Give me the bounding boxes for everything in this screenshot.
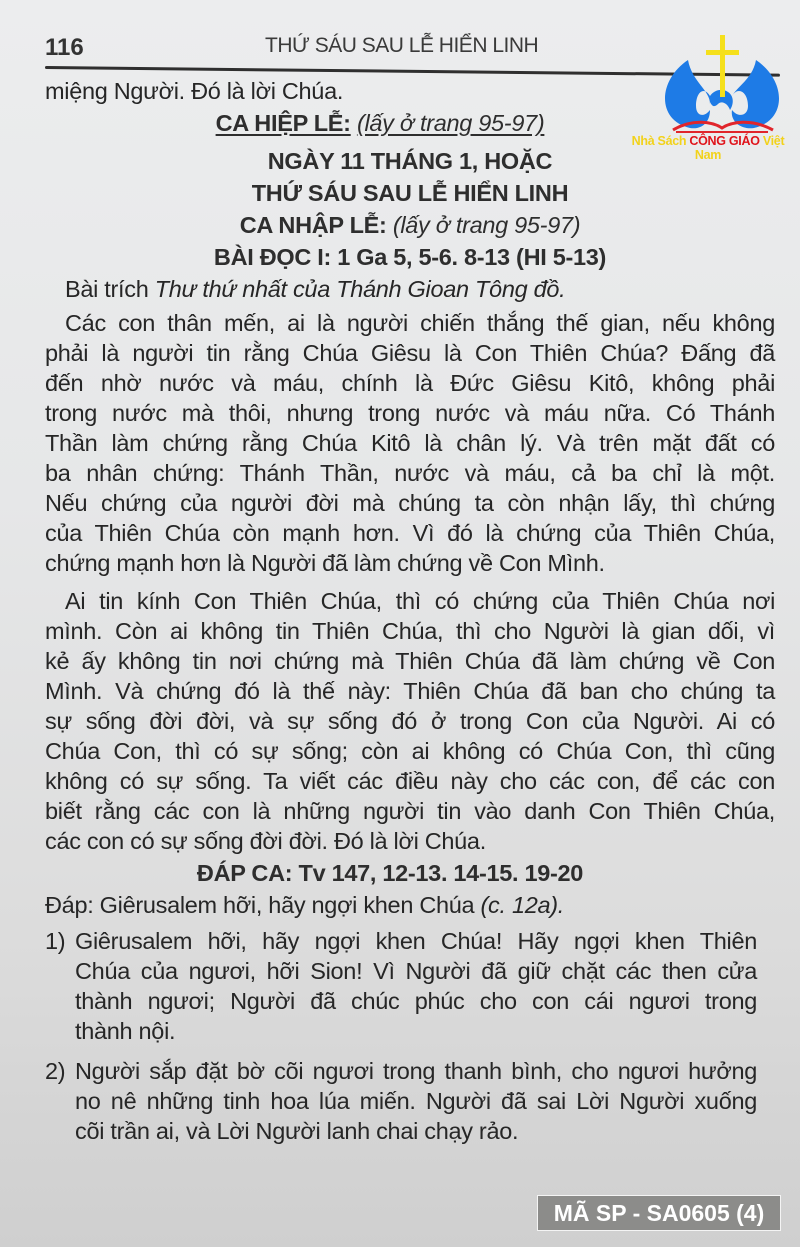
psalm-verse-2	[45, 1056, 757, 1146]
text-line: Chúa Con, thì có sự sống; còn ai không có Chúa Con, thì cũng	[45, 738, 775, 764]
text-line: các con có sự sống đời đời. Đó là lời Chúa.	[45, 828, 486, 854]
text-line: thành nội.	[75, 1018, 176, 1044]
psalm-verse-number: 2)	[45, 1058, 66, 1084]
text-line: no nê những tinh hoa lúa miến. Người đã sai Lời Người xuống	[75, 1088, 757, 1114]
psalm-verse-number: 1)	[45, 928, 66, 954]
product-code-badge: MÃ SP - SA0605 (4)	[537, 1195, 781, 1231]
publisher-name-part2: CÔNG GIÁO	[689, 134, 760, 148]
psalm-response-ref: (c. 12a).	[480, 892, 565, 918]
psalm-verse-body	[75, 1056, 757, 1146]
running-title: THỨ SÁU SAU LỄ HIỂN LINH	[265, 34, 539, 57]
text-line: phải là người tin rằng Chúa Giêsu là Con Thiên Chúa? Đấng đã	[45, 340, 775, 366]
communion-antiphon-heading	[45, 108, 775, 138]
text-line: đến nhờ nước và máu, chính là Đức Giêsu Kitô, không phải	[45, 370, 775, 396]
text-line: Ai tin kính Con Thiên Chúa, thì có chứng của Thiên Chúa nơi	[65, 588, 775, 614]
communion-label: CA HIỆP LỄ:	[215, 110, 351, 136]
text-line: chứng mạnh hơn là Người đã làm chứng về Con Mình.	[45, 550, 605, 576]
previous-reading-ending: miệng Người. Đó là lời Chúa.	[45, 78, 344, 104]
text-line: không có sự sống. Ta viết các điều này cho các con, để các con	[45, 768, 775, 794]
text-line: biết rằng các con là những người tin vào danh Con Thiên Chúa,	[45, 798, 775, 824]
text-line: Nếu chứng của người đời mà chúng ta còn nhận lấy, thì chứng	[45, 490, 775, 516]
psalm-response	[45, 890, 775, 920]
publisher-name-part1: Nhà Sách	[631, 134, 690, 148]
text-line: của Thiên Chúa còn mạnh hơn. Vì đó là chứng của Thiên Chúa,	[45, 520, 775, 546]
text-line: Chúa của ngươi, hỡi Sion! Vì Người đã giữ chặt các then cửa	[75, 958, 757, 984]
communion-ref: (lấy ở trang 95-97)	[356, 110, 545, 136]
text-line: mình. Còn ai không tin Thiên Chúa, thì cho Người là gian dối, vì	[45, 618, 775, 644]
reading-intro	[45, 274, 775, 304]
text-line: Giêrusalem hỡi, hãy ngợi khen Chúa! Hãy ngợi khen Thiên	[75, 928, 757, 954]
psalm-heading: ĐÁP CA: Tv 147, 12-13. 14-15. 19-20	[196, 860, 584, 886]
page-content	[45, 70, 775, 1146]
text-line: sự sống đời đời, và sự sống đó ở trong Con của Người. Ai có	[45, 708, 775, 734]
reading-intro-prefix: Bài trích	[65, 276, 155, 302]
first-reading-heading: BÀI ĐỌC I: 1 Ga 5, 5-6. 8-13 (HI 5-13)	[213, 244, 607, 270]
entrance-antiphon-heading	[45, 210, 775, 240]
text-line: kẻ ấy không tin nơi chứng mà Thiên Chúa đã làm chứng về Con	[45, 648, 775, 674]
day-title-line1: NGÀY 11 THÁNG 1, HOẶC	[267, 148, 553, 174]
text-line: Các con thân mến, ai là người chiến thắng thế gian, nếu không	[65, 310, 775, 336]
reading-paragraph-2	[45, 586, 775, 856]
text-line: ba nhân chứng: Thánh Thần, nước và máu, cả ba chỉ là một.	[45, 460, 775, 486]
text-line: thành ngươi; Người đã chúc phúc cho con cái ngươi trong	[75, 988, 757, 1014]
text-line: Thần làm chứng rằng Chúa Kitô là chân lý. Và trên mặt đất có	[45, 430, 775, 456]
reading-paragraph-1	[45, 308, 775, 578]
publisher-name-part3: Việt Nam	[694, 134, 785, 162]
psalm-verse-1	[45, 926, 757, 1046]
psalm-verse-body	[75, 926, 757, 1046]
text-line: Mình. Và chứng đó là thế này: Thiên Chúa đã ban cho chúng ta	[45, 678, 775, 704]
text-line: Người sắp đặt bờ cõi ngươi trong thanh bình, cho ngươi hưởng	[75, 1058, 757, 1084]
day-title-line2: THỨ SÁU SAU LỄ HIỂN LINH	[251, 180, 569, 206]
text-line: cõi trần ai, và Lời Người lanh chai chạy rảo.	[75, 1118, 519, 1144]
text-line: trong nước mà thôi, nhưng trong nước và máu nữa. Có Thánh	[45, 400, 775, 426]
page-number: 116	[45, 34, 84, 61]
entrance-label: CA NHẬP LỄ:	[239, 212, 387, 238]
psalm-response-text: Đáp: Giêrusalem hỡi, hãy ngợi khen Chúa	[45, 892, 481, 918]
entrance-ref: (lấy ở trang 95-97)	[392, 212, 581, 238]
reading-intro-source: Thư thứ nhất của Thánh Gioan Tông đồ.	[154, 276, 566, 302]
